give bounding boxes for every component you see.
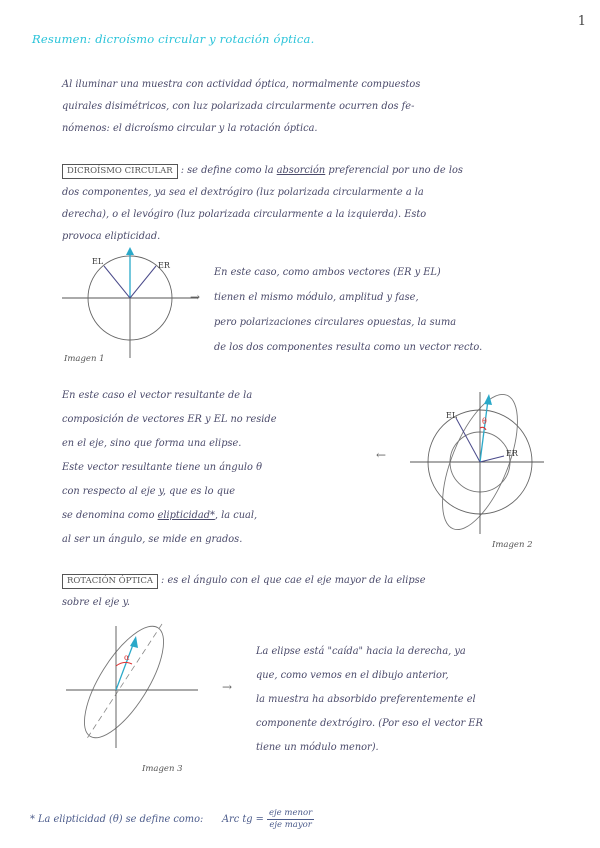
footnote-text: * La elipticidad (θ) se define como: xyxy=(30,814,204,825)
image2-arrow: ← xyxy=(376,448,387,462)
rotacion-line xyxy=(62,570,572,592)
dicroismo-paragraph xyxy=(62,160,572,248)
intro-line: quirales disimétricos, con luz polarizada circularmente ocurren dos fe- xyxy=(62,101,415,112)
image2-text-line: En este caso el vector resultante de la xyxy=(62,390,253,401)
page-number: 1 xyxy=(577,14,586,29)
image3-ellipse xyxy=(70,615,179,749)
image2-text-fragment: se denomina como xyxy=(62,510,158,521)
dicroismo-line: derecha), o el levógiro (luz polarizada circularmente a la izquierda). Esto xyxy=(62,209,427,220)
footnote-numerator: eje menor xyxy=(269,808,313,818)
image2-text-line: Este vector resultante tiene un ángulo θ xyxy=(62,462,262,473)
image1-text xyxy=(214,260,554,360)
image2-text-line: con respecto al eje y, que es lo que xyxy=(62,486,236,497)
image3-major-axis xyxy=(86,624,162,740)
rotacion-line-text: : es el ángulo con el que cae el eje mayor de la elipse xyxy=(161,575,426,586)
footnote-denominator: eje mayor xyxy=(269,820,312,830)
image1-label-er: ER xyxy=(158,261,170,270)
image3-label-angle: α xyxy=(124,653,130,662)
image2-text-line: en el eje, sino que forma una elipse. xyxy=(62,438,242,449)
dicroismo-line: provoca elipticidad. xyxy=(62,231,161,242)
page-title: Resumen: dicroísmo circular y rotación óptica. xyxy=(32,32,315,46)
image2-resultant-vector xyxy=(480,400,488,462)
image3-text-line: que, como vemos en el dibujo anterior, xyxy=(256,670,449,681)
image2-text-line: al ser un ángulo, se mide en grados. xyxy=(62,534,243,545)
image2-resultant-arrowhead xyxy=(484,394,492,405)
footnote-formula-prefix: Arc tg = xyxy=(221,814,264,825)
intro-paragraph xyxy=(62,74,562,140)
image2-text-line: composición de vectores ER y EL no reside xyxy=(62,414,277,425)
image3-text-line: tiene un módulo menor). xyxy=(256,742,379,753)
dicroismo-line: dos componentes, ya sea el dextrógiro (luz polarizada circularmente a la xyxy=(62,187,424,198)
footnote xyxy=(30,808,314,831)
dicroismo-label: DICROÍSMO CIRCULAR xyxy=(62,164,178,179)
image3-caption: Imagen 3 xyxy=(142,764,183,774)
image2-text xyxy=(62,384,362,552)
image1-label-el: EL xyxy=(92,257,104,266)
image1-text-line: En este caso, como ambos vectores (ER y EL) xyxy=(214,267,441,278)
image2-angle-arc xyxy=(480,427,486,430)
image3-arrow: → xyxy=(222,680,233,694)
rotacion-paragraph xyxy=(62,570,572,614)
image3-text-line: la muestra ha absorbido preferentemente el xyxy=(256,694,476,705)
image1-text-line: de los dos componentes resulta como un vector recto. xyxy=(214,342,483,353)
rotacion-label: ROTACIÓN ÓPTICA xyxy=(62,574,158,589)
image2-label-angle: θ xyxy=(482,417,487,426)
intro-line: Al iluminar una muestra con actividad óptica, normalmente compuestos xyxy=(62,79,421,90)
image1-caption: Imagen 1 xyxy=(64,354,105,364)
dicroismo-line-tail: preferencial por uno de los xyxy=(325,165,463,176)
image2-er-vector xyxy=(480,456,504,462)
image3-angle-arc xyxy=(116,662,132,666)
image2-diagram xyxy=(404,388,554,538)
image1-diagram xyxy=(58,246,208,366)
dicroismo-line xyxy=(62,160,572,182)
image1-el-vector xyxy=(104,266,130,298)
rotacion-line: sobre el eje y. xyxy=(62,597,130,608)
dicroismo-line-text: : se define como la xyxy=(180,165,277,176)
image3-text-line: La elipse está "caída" hacia la derecha, ya xyxy=(256,646,466,657)
absorcion-term: absorción xyxy=(276,165,326,176)
image2-text-line xyxy=(62,504,362,528)
image1-er-vector xyxy=(130,266,156,298)
image2-label-el: EL xyxy=(446,411,458,420)
image2-label-er: ER xyxy=(506,449,518,458)
image1-text-line: pero polarizaciones circulares opuestas, la suma xyxy=(214,317,457,328)
footnote-fraction xyxy=(267,808,314,831)
image3-text xyxy=(256,640,566,760)
image3-diagram xyxy=(62,620,212,750)
image1-text-line: tienen el mismo módulo, amplitud y fase, xyxy=(214,292,419,303)
image1-resultant-arrowhead xyxy=(126,247,134,255)
image2-text-fragment: , la cual, xyxy=(214,510,258,521)
image3-vector-arrowhead xyxy=(130,636,138,648)
image3-text-line: componente dextrógiro. (Por eso el vector ER xyxy=(256,718,483,729)
image2-caption: Imagen 2 xyxy=(492,540,533,550)
image1-arrow: → xyxy=(190,290,201,304)
intro-line: nómenos: el dicroísmo circular y la rotación óptica. xyxy=(62,123,318,134)
elipticidad-term: elipticidad* xyxy=(157,510,215,521)
